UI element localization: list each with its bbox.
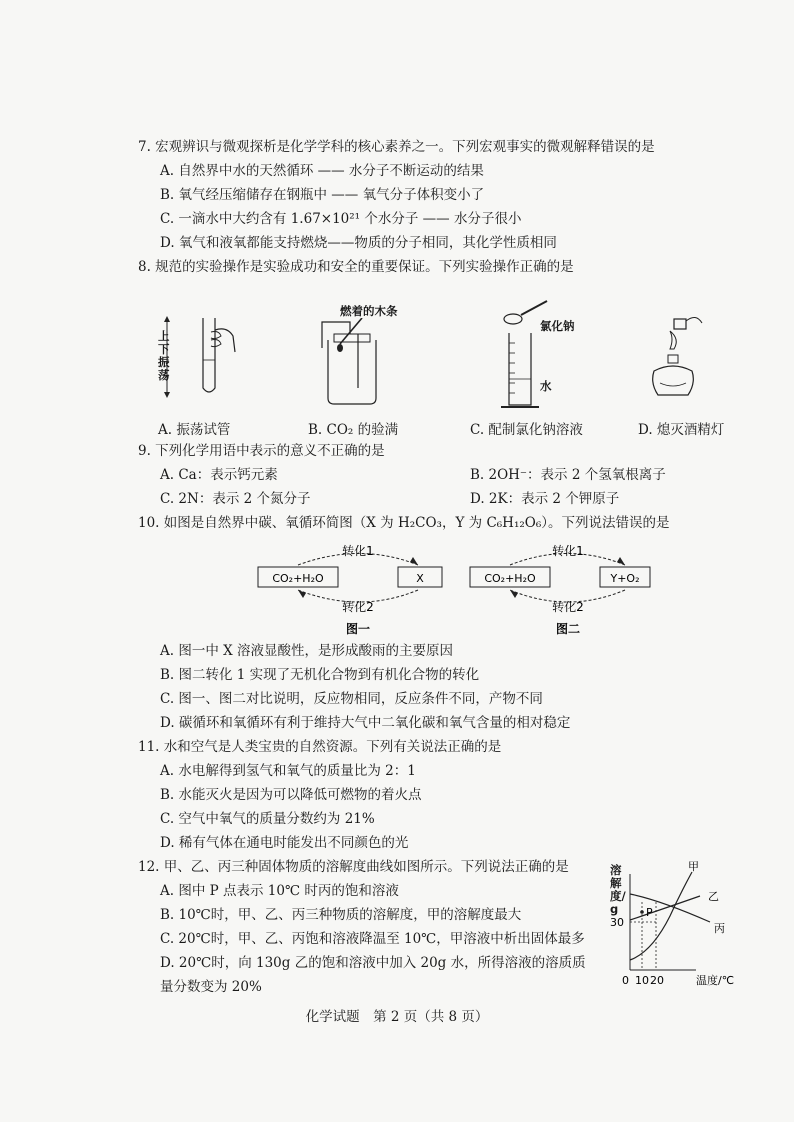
caption-a: A. 振荡试管 — [158, 422, 231, 438]
q9-option-c: C. 2N：表示 2 个氮分子 — [160, 491, 311, 507]
fig1-top-label: 转化1 — [342, 544, 374, 558]
q8-stem: 8. 规范的实验操作是实验成功和安全的重要保证。下列实验操作正确的是 — [138, 259, 574, 275]
q12-option-d-line1: D. 20℃时，向 130g 乙的饱和溶液中加入 20g 水，所得溶液的溶质质 — [160, 955, 586, 971]
q10-option-c: C. 图一、图二对比说明，反应物相同，反应条件不同，产物不同 — [160, 691, 543, 707]
q11-option-d: D. 稀有气体在通电时能发出不同颜色的光 — [160, 835, 409, 851]
caption-c: C. 配制氯化钠溶液 — [470, 422, 583, 438]
q10-option-a: A. 图一中 X 溶液显酸性，是形成酸雨的主要原因 — [160, 643, 454, 659]
series-yi — [630, 896, 700, 920]
label-shake: 上下振荡 — [158, 329, 170, 382]
x-tick-0: 0 — [622, 974, 629, 987]
series-label-jia: 甲 — [688, 860, 699, 873]
fig1-bottom-label: 转化2 — [342, 600, 374, 614]
cycle-diagrams — [250, 540, 750, 640]
point-p-label: P — [646, 906, 653, 919]
q7-option-d: D. 氧气和液氧都能支持燃烧——物质的分子相同，其化学性质相同 — [160, 235, 557, 251]
q7-option-c: C. 一滴水中大约含有 1.67×10²¹ 个水分子 —— 水分子很小 — [160, 211, 522, 227]
x-tick-20: 20 — [650, 974, 664, 987]
figure-alcohol-lamp — [640, 305, 710, 410]
fig2-caption: 图二 — [555, 622, 581, 636]
fig1-caption: 图一 — [345, 622, 371, 636]
q12-option-c: C. 20℃时，甲、乙、丙饱和溶液降温至 10℃，甲溶液中析出固体最多 — [160, 931, 585, 947]
x-axis-label: 温度/℃ — [696, 974, 735, 987]
q9-option-a: A. Ca：表示钙元素 — [160, 467, 278, 483]
caption-b: B. CO₂ 的验满 — [308, 422, 399, 438]
q12-option-d-line2: 量分数变为 20% — [160, 979, 262, 995]
series-label-bing: 丙 — [714, 922, 725, 935]
q7-option-a: A. 自然界中水的天然循环 —— 水分子不断运动的结果 — [160, 163, 484, 179]
q7-stem: 7. 宏观辨识与微观探析是化学学科的核心素养之一。下列宏观事实的微观解释错误的是 — [138, 139, 655, 155]
q10-option-d: D. 碳循环和氧循环有利于维持大气中二氧化碳和氧气含量的相对稳定 — [160, 715, 571, 731]
caption-d: D. 熄灭酒精灯 — [638, 422, 725, 438]
fig1-right-label: X — [416, 572, 424, 585]
q12-option-b: B. 10℃时，甲、乙、丙三种物质的溶解度，甲的溶解度最大 — [160, 907, 522, 923]
x-tick-10: 10 — [635, 974, 649, 987]
fig2-bottom-label: 转化2 — [552, 600, 584, 614]
fig2-top-label: 转化1 — [552, 544, 584, 558]
fig1-left-label: CO₂+H₂O — [272, 572, 324, 585]
q10-stem: 10. 如图是自然界中碳、氧循环简图（X 为 H₂CO₃，Y 为 C₆H₁₂O₆）。下列说法错误的是 — [138, 515, 670, 531]
figure-cylinder — [495, 293, 555, 413]
y-axis-label: 溶解度/g — [610, 863, 626, 916]
label-nacl: 氯化钠 — [540, 319, 575, 333]
q11-option-a: A. 水电解得到氢气和氧气的质量比为 2：1 — [160, 763, 416, 779]
q11-option-b: B. 水能灭火是因为可以降低可燃物的着火点 — [160, 787, 422, 803]
series-label-yi: 乙 — [708, 890, 719, 903]
q9-option-b: B. 2OH⁻：表示 2 个氢氧根离子 — [470, 467, 666, 483]
figure-co2-bottle — [310, 318, 390, 408]
fig2-right-label: Y+O₂ — [610, 572, 640, 585]
series-jia — [630, 872, 692, 960]
y-tick-30: 30 — [610, 916, 624, 929]
q9-stem: 9. 下列化学用语中表示的意义不正确的是 — [138, 443, 385, 459]
q12-option-a: A. 图中 P 点表示 10℃ 时丙的饱和溶液 — [160, 883, 399, 899]
q11-option-c: C. 空气中氧气的质量分数约为 21% — [160, 811, 375, 827]
label-burning-wood: 燃着的木条 — [340, 304, 398, 318]
q11-stem: 11. 水和空气是人类宝贵的自然资源。下列有关说法正确的是 — [138, 739, 502, 755]
label-water: 水 — [540, 379, 552, 393]
q12-stem: 12. 甲、乙、丙三种固体物质的溶解度曲线如图所示。下列说法正确的是 — [138, 859, 569, 875]
q9-option-d: D. 2K：表示 2 个钾原子 — [470, 491, 620, 507]
point-p — [640, 910, 644, 914]
q10-option-b: B. 图二转化 1 实现了无机化合物到有机化合物的转化 — [160, 667, 480, 683]
page-footer: 化学试题 第 2 页（共 8 页） — [305, 1009, 489, 1025]
q7-option-b: B. 氧气经压缩储存在钢瓶中 —— 氧气分子体积变小了 — [160, 187, 485, 203]
fig2-left-label: CO₂+H₂O — [484, 572, 536, 585]
